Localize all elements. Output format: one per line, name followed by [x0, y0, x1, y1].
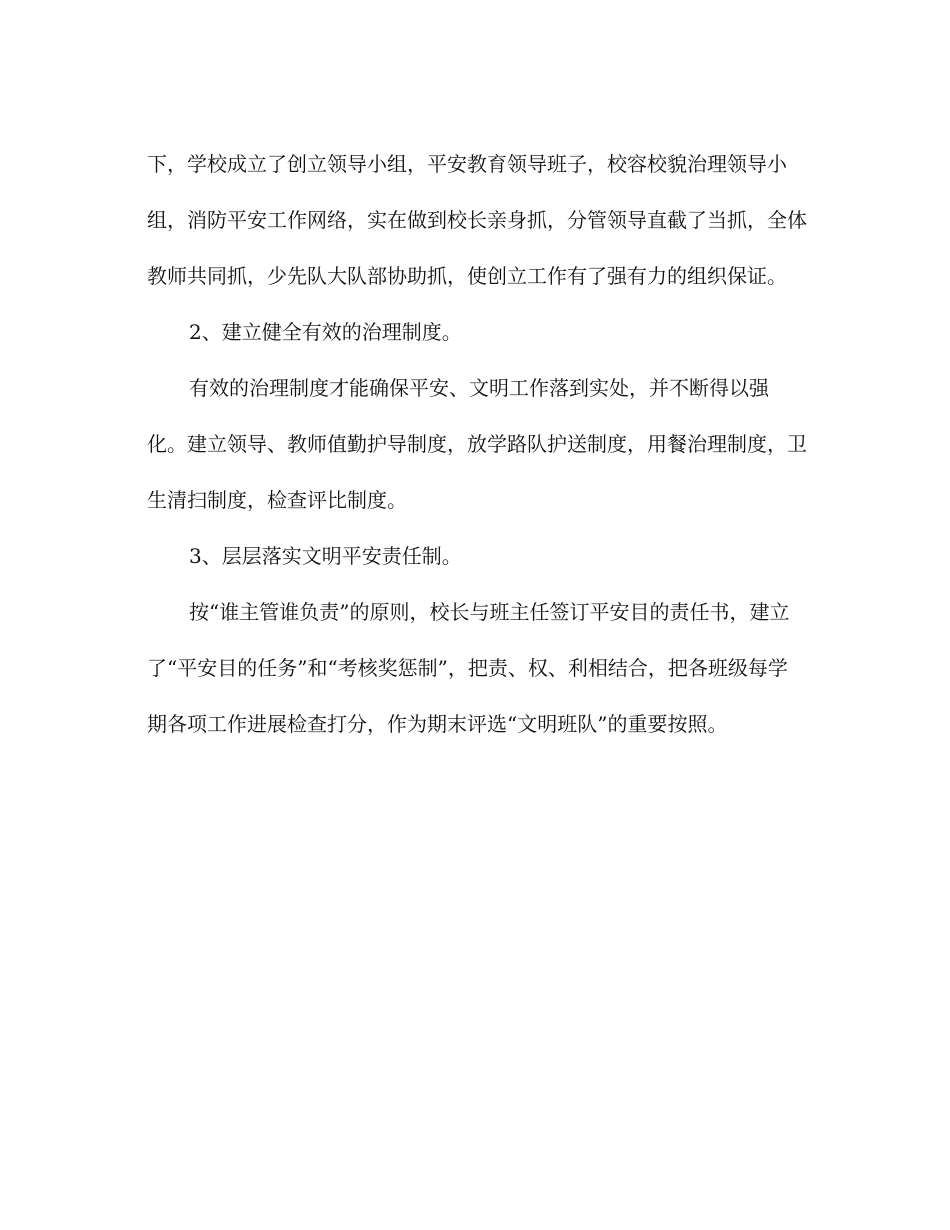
- paragraph-responsibility-system: 按“谁主管谁负责”的原则，校长与班主任签订平安目的责任书，建立了“平安目的任务”和“考核奖惩制”，把责、权、利相结合，把各班级每学期各项工作进展检查打分，作为期末评选“文明班队”的重要按照。: [147, 600, 790, 736]
- paragraph-management-system: 有效的治理制度才能确保平安、文明工作落到实处，并不断得以强化。建立领导、教师值勤护导制度，放学路队护送制度，用餐治理制度，卫生清扫制度，检查评比制度。: [147, 376, 807, 512]
- document-body: [147, 136, 807, 752]
- section-heading-2: 2、建立健全有效的治理制度。: [189, 320, 462, 344]
- paragraph-leadership-organization: 下，学校成立了创立领导小组，平安教育领导班子，校容校貌治理领导小组，消防平安工作网络，实在做到校长亲身抓，分管领导直截了当抓，全体教师共同抓，少先队大队部协助抓，使创立工作有了强有力的组织保证。: [147, 152, 807, 288]
- section-heading-3: 3、层层落实文明平安责任制。: [189, 544, 462, 568]
